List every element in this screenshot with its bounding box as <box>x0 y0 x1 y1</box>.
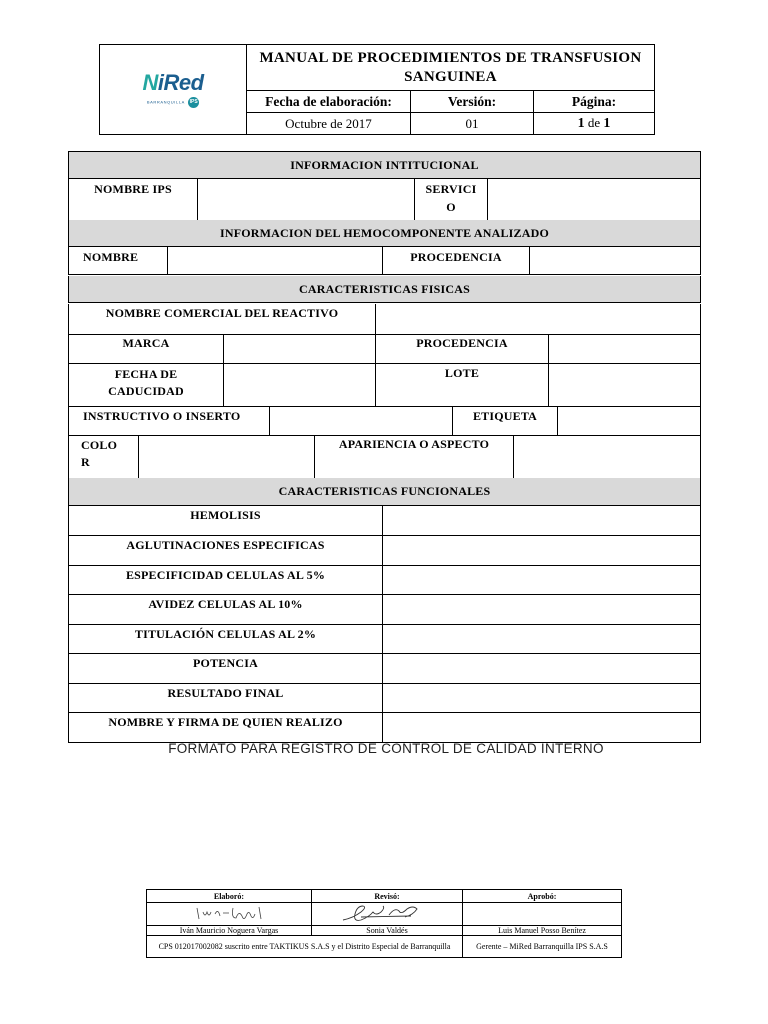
fecha-caducidad-line2: CADUCIDAD <box>108 383 184 398</box>
document-header <box>99 44 655 135</box>
logo-cell <box>100 45 247 135</box>
nombre-label: NOMBRE <box>69 247 168 275</box>
fisicas-header-table <box>68 276 701 303</box>
funcional-field[interactable] <box>383 712 701 742</box>
nombre-comercial-label: NOMBRE COMERCIAL DEL REACTIVO <box>69 304 376 334</box>
color-field[interactable] <box>139 435 315 478</box>
apariencia-label: APARIENCIA O ASPECTO <box>315 435 514 478</box>
fecha-caducidad-field[interactable] <box>224 363 376 406</box>
pagina-label: Página: <box>534 91 655 113</box>
etiqueta-field[interactable] <box>558 407 701 435</box>
color-label-line2: R <box>81 455 90 469</box>
procedencia-field[interactable] <box>530 247 701 275</box>
nombre-ips-label: NOMBRE IPS <box>69 179 198 222</box>
nombre-comercial-field[interactable] <box>376 304 701 334</box>
nombre-field[interactable] <box>168 247 383 275</box>
servicio-label <box>415 179 488 222</box>
aprobo-name: Luis Manuel Posso Benítez <box>463 926 622 936</box>
elaboro-name: Iván Mauricio Noguera Vargas <box>147 926 312 936</box>
funcional-label: HEMOLISIS <box>69 506 383 535</box>
signature-table <box>146 889 622 958</box>
funcional-field[interactable] <box>383 535 701 565</box>
pagina-value <box>534 113 655 135</box>
lote-field[interactable] <box>549 363 701 406</box>
elaboro-role: CPS 012017002082 suscrito entre TAKTIKUS S.A.S y el Distrito Especial de Barranquilla <box>147 936 463 958</box>
version-value: 01 <box>411 113 534 135</box>
form-caption: FORMATO PARA REGISTRO DE CONTROL DE CALIDAD INTERNO <box>168 741 604 756</box>
pagina-total: 1 <box>603 116 611 131</box>
funcional-field[interactable] <box>383 506 701 535</box>
elaboro-signature <box>147 903 312 926</box>
elaboro-header: Elaboró: <box>147 890 312 903</box>
funcionales-table <box>68 506 701 743</box>
funcional-field[interactable] <box>383 565 701 594</box>
aprobo-signature <box>463 903 622 926</box>
nombre-ips-field[interactable] <box>198 179 415 222</box>
funcional-label: NOMBRE Y FIRMA DE QUIEN REALIZO <box>69 712 383 742</box>
reviso-name: Sonia Valdés <box>312 926 463 936</box>
funcional-label: ESPECIFICIDAD CELULAS AL 5% <box>69 565 383 594</box>
reviso-header: Revisó: <box>312 890 463 903</box>
funcional-label: AGLUTINACIONES ESPECIFICAS <box>69 535 383 565</box>
pagina-de: de <box>587 115 601 130</box>
apariencia-field[interactable] <box>514 435 701 478</box>
funcional-field[interactable] <box>383 624 701 653</box>
reviso-signature-graphic <box>337 903 437 923</box>
funcional-label: AVIDEZ CELULAS AL 10% <box>69 594 383 624</box>
fecha-caducidad-line1: FECHA DE <box>114 366 178 381</box>
fecha-value: Octubre de 2017 <box>247 113 411 135</box>
procedencia-reactivo-label: PROCEDENCIA <box>376 334 549 363</box>
mired-logo <box>142 70 203 109</box>
marca-field[interactable] <box>224 334 376 363</box>
reviso-signature <box>312 903 463 926</box>
marca-table <box>68 334 701 407</box>
color-table <box>68 435 701 479</box>
section-fisicas: CARACTERISTICAS FISICAS <box>69 276 701 303</box>
section-hemocomponente: INFORMACION DEL HEMOCOMPONENTE ANALIZADO <box>69 220 701 247</box>
color-label-line1: COLO <box>81 438 118 452</box>
logo-city: BARRANQUILLA <box>146 99 185 105</box>
elaboro-signature-graphic <box>189 904 269 922</box>
funcionales-header-table <box>68 478 701 506</box>
document-title: MANUAL DE PROCEDIMIENTOS DE TRANSFUSION SANGUINEA <box>247 45 655 91</box>
funcional-field[interactable] <box>383 683 701 712</box>
instructivo-field[interactable] <box>270 407 453 435</box>
funcional-field[interactable] <box>383 653 701 683</box>
nombre-comercial-table <box>68 304 701 335</box>
pagina-number: 1 <box>577 116 585 131</box>
fecha-label: Fecha de elaboración: <box>247 91 411 113</box>
hemocomponente-table <box>68 220 701 275</box>
etiqueta-label: ETIQUETA <box>453 407 558 435</box>
funcional-label: RESULTADO FINAL <box>69 683 383 712</box>
marca-label: MARCA <box>69 334 224 363</box>
color-label <box>69 435 139 478</box>
aprobo-role: Gerente – MiRed Barranquilla IPS S.A.S <box>463 936 622 958</box>
version-label: Versión: <box>411 91 534 113</box>
section-funcionales: CARACTERISTICAS FUNCIONALES <box>69 478 701 506</box>
funcional-label: TITULACIÓN CELULAS AL 2% <box>69 624 383 653</box>
lote-label: LOTE <box>376 363 549 406</box>
section-institucional: INFORMACION INTITUCIONAL <box>69 152 701 179</box>
funcional-field[interactable] <box>383 594 701 624</box>
logo-wordmark: NiRed <box>142 70 204 95</box>
servicio-label-line2: O <box>446 200 456 214</box>
fecha-caducidad-label <box>69 363 224 406</box>
logo-ips-badge: IPS <box>188 97 199 108</box>
servicio-label-line1: SERVICI <box>425 182 477 196</box>
institucional-table <box>68 151 701 222</box>
instructivo-label: INSTRUCTIVO O INSERTO <box>69 407 270 435</box>
servicio-field[interactable] <box>488 179 701 222</box>
procedencia-label: PROCEDENCIA <box>383 247 530 275</box>
funcional-label: POTENCIA <box>69 653 383 683</box>
procedencia-reactivo-field[interactable] <box>549 334 701 363</box>
instructivo-table <box>68 407 701 436</box>
aprobo-header: Aprobó: <box>463 890 622 903</box>
